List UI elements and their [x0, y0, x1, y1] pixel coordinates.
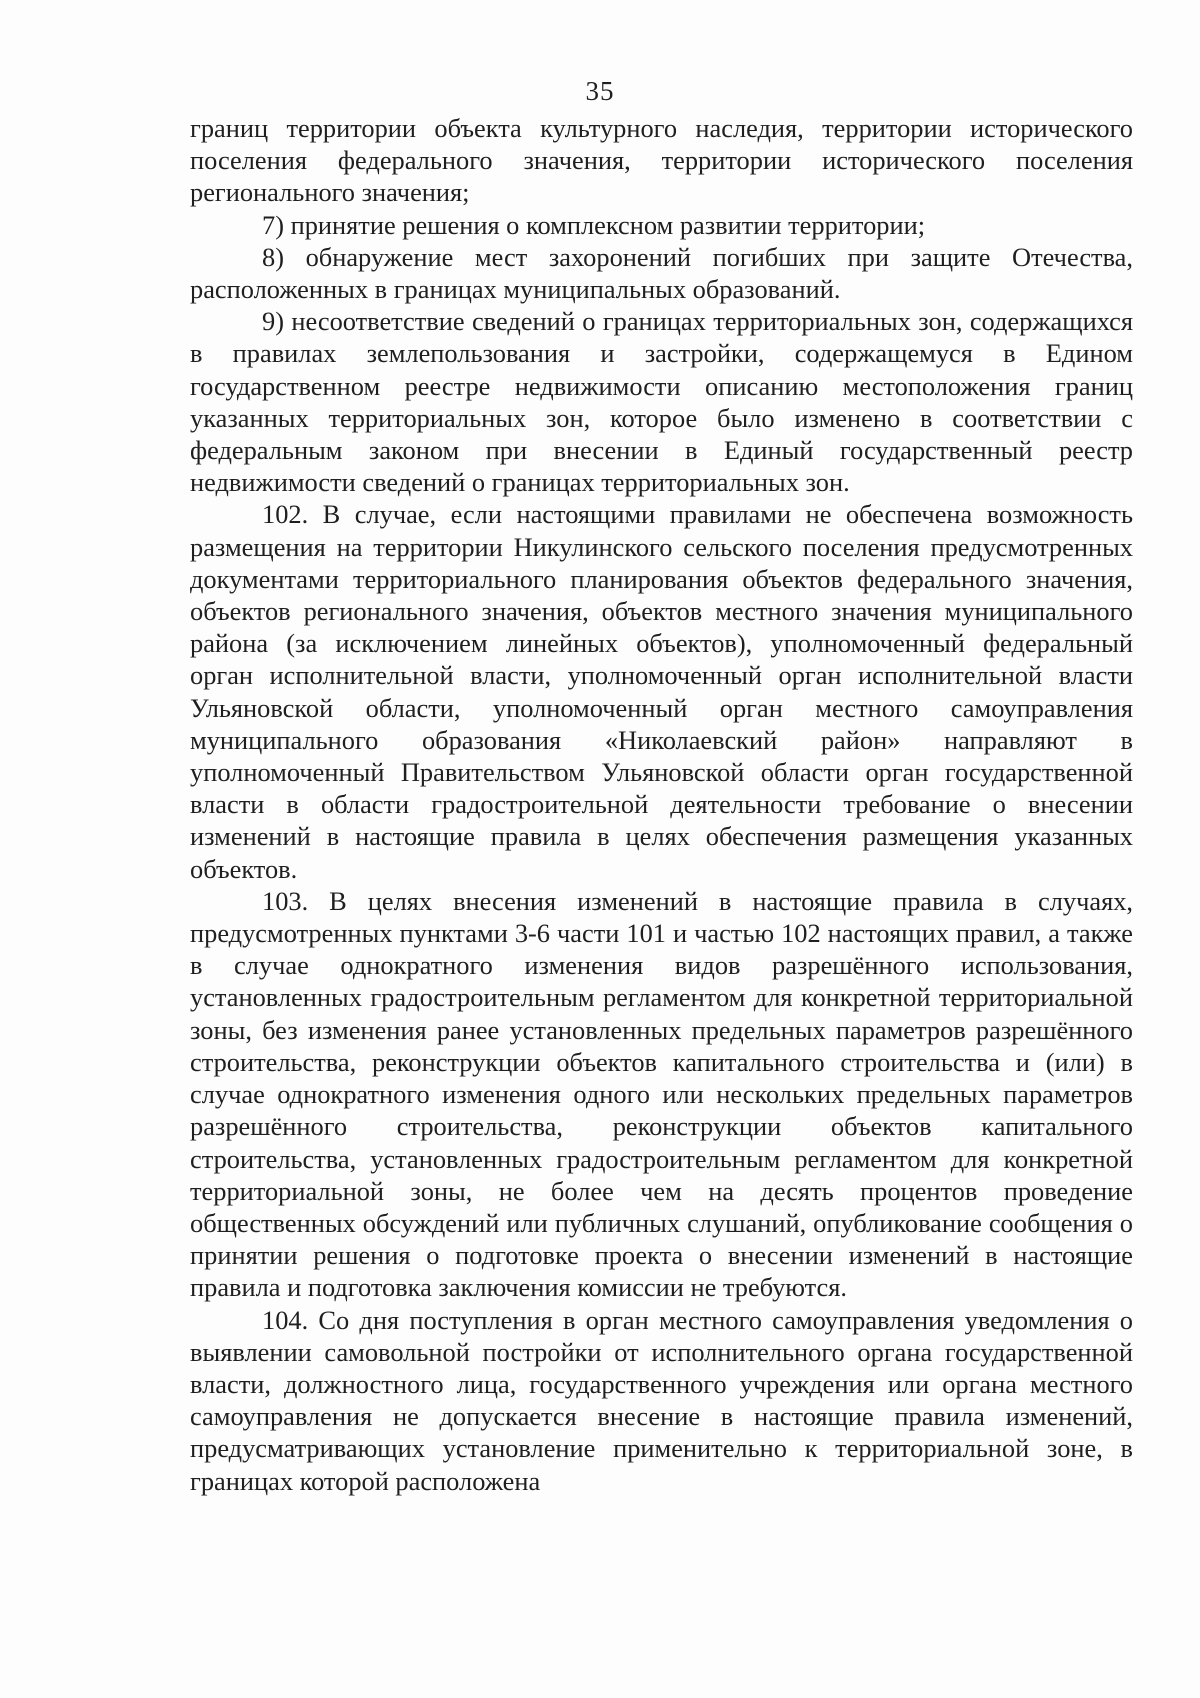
- paragraph-item-8: 8) обнаружение мест захоронений погибших при защите Отечества, расположенных в границах муниципальных образований.: [190, 241, 1133, 305]
- paragraph-section-102: 102. В случае, если настоящими правилами не обеспечена возможность размещения на территории Никулинского сельского поселения предусмотренных документами территориального планирования объектов федерального значения, объектов регионального значения, объектов местного значения муниципального района (за исключением линейных объектов), уполномоченный федеральный орган исполнительной власти, уполномоченный орган исполнительной власти Ульяновской области, уполномоченный орган местного самоуправления муниципального образования «Николаевский район» направляют в уполномоченный Правительством Ульяновской области орган государственной власти в области градостроительной деятельности требование о внесении изменений в настоящие правила в целях обеспечения размещения указанных объектов.: [190, 499, 1133, 884]
- paragraph-continuation: границ территории объекта культурного наследия, территории исторического поселения федерального значения, территории исторического поселения регионального значения;: [190, 113, 1133, 208]
- paragraph-section-104: 104. Со дня поступления в орган местного самоуправления уведомления о выявлении самовольной постройки от исполнительного органа государственной власти, должностного лица, государственного учреждения или органа местного самоуправления не допускается внесение в настоящие правила изменений, предусматривающих установление применительно к территориальной зоне, в границах которой расположена: [190, 1304, 1133, 1496]
- paragraph-item-9: 9) несоответствие сведений о границах территориальных зон, содержащихся в правилах землепользования и застройки, содержащемуся в Едином государственном реестре недвижимости описанию местоположения границ указанных территориальных зон, которое было изменено в соответствии с федеральным законом при внесении в Единый государственный реестр недвижимости сведений о границах территориальных зон.: [190, 306, 1133, 498]
- paragraph-item-7: 7) принятие решения о комплексном развитии территории;: [262, 209, 926, 240]
- document-text: [190, 112, 1133, 1497]
- page-number: 35: [585, 76, 615, 106]
- paragraph-section-103: 103. В целях внесения изменений в настоящие правила в случаях, предусмотренных пунктами 3-6 части 101 и частью 102 настоящих правил, а также в случае однократного изменения видов разрешённого использования, установленных градостроительным регламентом для конкретной территориальной зоны, без изменения ранее установленных предельных параметров разрешённого строительства, реконструкции объектов капитального строительства и (или) в случае однократного изменения одного или нескольких предельных параметров разрешённого строительства, реконструкции объектов капитального строительства, установленных градостроительным регламентом для конкретной территориальной зоны, не более чем на десять процентов проведение общественных обсуждений или публичных слушаний, опубликование сообщения о принятии решения о подготовке проекта о внесении изменений в настоящие правила и подготовка заключения комиссии не требуются.: [190, 885, 1133, 1303]
